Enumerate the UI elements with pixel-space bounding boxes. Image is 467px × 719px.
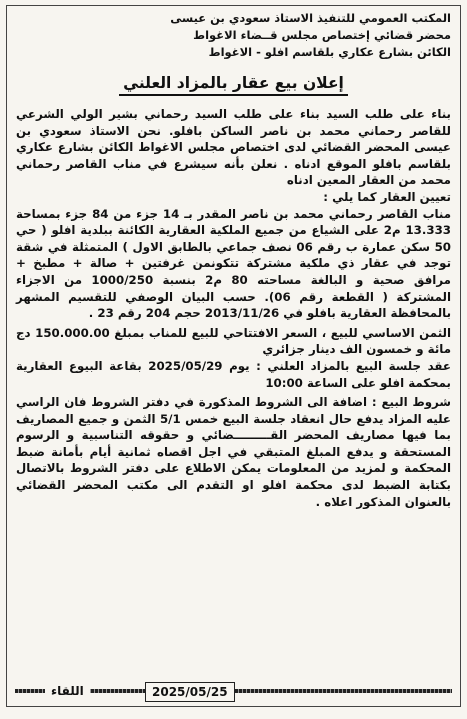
newspaper-name: اللقاء (45, 682, 90, 700)
base-price-paragraph: الثمن الاساسي للبيع ، السعر الافتتاحي للبيع للمناب بمبلغ 150.000.00 دج مائة و خمسون الف دينار جزائري (16, 325, 451, 357)
footer-strip (15, 682, 452, 700)
property-heading: تعيين العقار كما يلي : (323, 189, 451, 204)
office-name: المكتب العمومي للتنفيذ الاستاذ سعودي بن عيسى (170, 11, 451, 25)
notice-body (16, 106, 451, 510)
sale-conditions-paragraph: شروط البيع : اضافة الى الشروط المذكورة في دفتر الشروط فان الراسي عليه المزاد يدفع حال انعقاد جلسة البيع خمس 5/1 الثمن و جميع المصاريف بما فيها مصاريف المحضر القـــــــــضائي و حقوقه التناسبية و الرسوم المستحقة و يدفع المبلغ المتبقي في اجل اقصاه ثمانية أيام بأمانة ضبط المحكمة و لمزيد من المعلومات يمكن الاطلاع على دفتر الشروط بالاتصال بكتابة الضبط لدى محكمة افلو او التقدم الى مكتب المحضر القضائي بالعنوان المذكور اعلاه . (16, 395, 451, 509)
publication-date: 2025/05/25 (145, 682, 235, 702)
property-description: مناب القاصر رحماني محمد بن ناصر المقدر بـ 14 جزء من 84 جزء بمساحة 13.333 م2 على الشياع من جميع الملكية العقارية الكائنة ببلدية افلو ( حي 50 سكن عمارة ب رقم 06 نصف جماعي بالطابق الاول ) المتمثلة في شقة توجد في عقار ذي ملكية مشتركة تتكونمن غرفتين + صالة + مطبخ + مرافق صحية و البالغة مساحته 80 م2 بنسبة 1000/250 من الاجزاء المشتركة ( القطعة رقم 06). حسب البيان الوصفي للتقسيم المشهر بالمحافظة العقارية بافلو في 2013/11/26 حجم 204 رقم 23 . (16, 206, 452, 321)
intro-paragraph: بناء على طلب السيد بناء على طلب السيد رحماني بشير الولي الشرعي للقاصر رحماني محمد بن ناصر الساكن بافلو. نحن الاستاذ سعودي بن عيسى المحضر القضائي لدى اختصاص مجلس الاغواط الكائن بشارع عكاري بلقاسم بافلو الموقع ادناه . نعلن بأنه سيشرع في مناب القاصر رحماني محمد من العقار المعين ادناه (16, 107, 451, 188)
auction-notice (6, 5, 461, 707)
notice-title: إعلان بيع عقار بالمزاد العلني (119, 74, 348, 96)
office-header (16, 10, 451, 61)
office-address: الكائن بشارع عكاري بلقاسم افلو - الاغواط (208, 45, 451, 59)
office-jurisdiction: محضر قضائي إختصاص مجلس قــضاء الاغواط (193, 28, 451, 42)
auction-session-paragraph: عقد جلسة البيع بالمزاد العلني : يوم 2025/05/29 بقاعة البيوع العقارية بمحكمة افلو على الساعة 10:00 (16, 358, 451, 390)
